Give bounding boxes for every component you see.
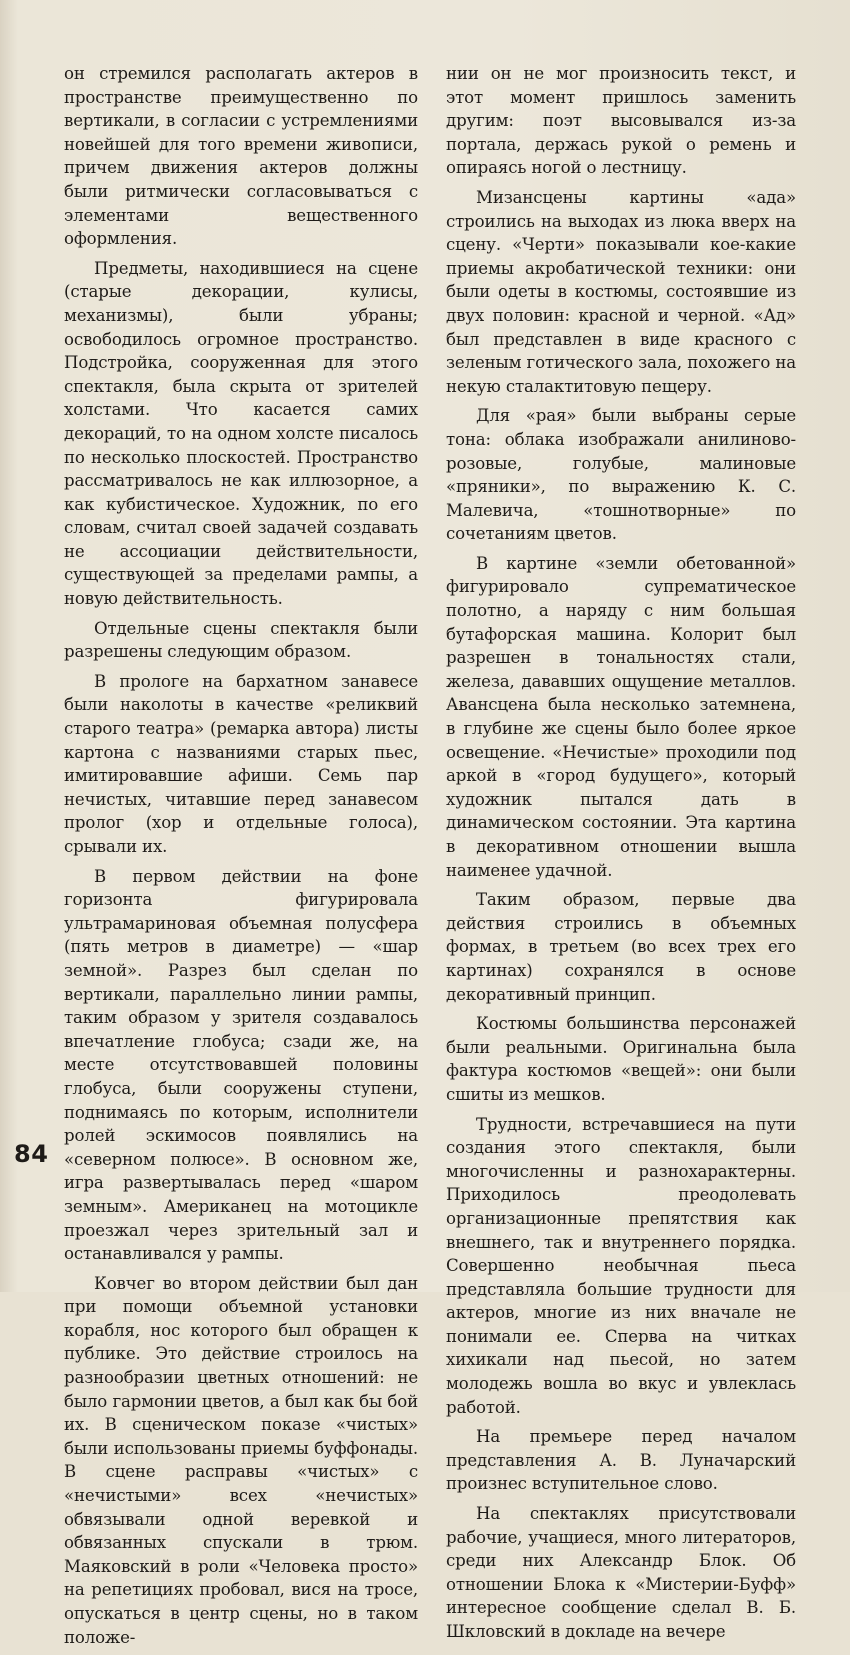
paragraph: В первом действии на фоне горизонта фигурировала ультрамариновая объемная полусфера (пять метров в диаметре) — «шар земной». Разрез был сделан по вертикали, параллельно линии рампы, таким образом у зрителя создавалось впечатление глобуса; сзади же, на месте отсутствовавшей половины глобуса, были сооружены ступени, поднимаясь по которым, исполнители ролей эскимосов появлялись на «северном полюсе». В основном же, игра развертывалась перед «шаром земным». Американец на мотоцикле проезжал через зрительный зал и останавливался у рампы. bbox=[64, 866, 418, 1264]
paragraph: Отдельные сцены спектакля были разрешены следующим образом. bbox=[64, 618, 418, 662]
paragraph: Костюмы большинства персонажей были реальными. Оригинальна была фактура костюмов «вещей»: они были сшиты из мешков. bbox=[446, 1014, 796, 1104]
paragraph: В прологе на бархатном занавесе были наколоты в качестве «реликвий старого театра» (ремарка автора) листы картона с названиями старых пьес, имитировавшие афиши. Семь пар нечистых, читавшие перед занавесом пролог (хор и отдельные голоса), срывали их. bbox=[64, 671, 418, 856]
paragraph: Предметы, находившиеся на сцене (старые декорации, кулисы, механизмы), были убраны; освободилось огромное пространство. Подстройка, сооруженная для этого спектакля, была скрыта от зрителей холстами. Что касается самих декораций, то на одном холсте писалось по несколько плоскостей. Пространство рассматривалось не как иллюзорное, а как кубистическое. Художник, по его словам, считал своей задачей создавать не ассоциации действительности, существующей за пределами рампы, а новую действительность. bbox=[64, 258, 418, 609]
paragraph: он стремился располагать актеров в пространстве преимущественно по вертикали, в согласии с устремлениями новейшей для того времени живописи, причем движения актеров должны были ритмически согласовываться с элементами вещественного оформления. bbox=[64, 64, 418, 249]
page-number: 84 bbox=[14, 1140, 49, 1168]
left-column bbox=[64, 62, 418, 1655]
right-column bbox=[446, 62, 796, 1650]
paragraph: В картине «земли обетованной» фигурировало супрематическое полотно, а наряду с ним большая бутафорская машина. Колорит был разрешен в тональностях стали, железа, дававших ощущение металлов. Авансцена была несколько затемнена, в глубине же сцены было более яркое освещение. «Нечистые» проходили под аркой в «город будущего», который художник пытался дать в динамическом состоянии. Эта картина в декоративном отношении вышла наименее удачной. bbox=[446, 553, 796, 880]
paragraph: Мизансцены картины «ада» строились на выходах из люка вверх на сцену. «Черти» показывали кое-какие приемы акробатической техники: они были одеты в костюмы, состоявшие из двух половин: красной и черной. «Ад» был представлен в виде красного с зеленым готического зала, похожего на некую сталактитовую пещеру. bbox=[446, 187, 796, 396]
paragraph: Для «рая» были выбраны серые тона: облака изображали анилиново-розовые, голубые, малиновые «пряники», по выражению К. С. Малевича, «тошнотворные» по сочетаниям цветов. bbox=[446, 406, 796, 544]
paragraph: Трудности, встречавшиеся на пути создания этого спектакля, были многочисленны и разнохарактерны. Приходилось преодолевать организационные препятствия как внешнего, так и внутреннего порядка. Совершенно необычная пьеса представляла большие трудности для актеров, многие из них вначале не понимали ее. Сперва на читках хихикали над пьесой, но затем молодежь вошла во вкус и увлеклась работой. bbox=[446, 1114, 796, 1417]
paragraph: Таким образом, первые два действия строились в объемных формах, в третьем (во всех трех его картинах) сохранялся в основе декоративный принцип. bbox=[446, 890, 796, 1004]
paragraph: нии он не мог произносить текст, и этот момент пришлось заменить другим: поэт высовывался из-за портала, держась рукой о ремень и опираясь ногой о лестницу. bbox=[446, 64, 796, 178]
paragraph: На премьере перед началом представления А. В. Луначарский произнес вступительное слово. bbox=[446, 1427, 796, 1494]
paragraph: На спектаклях присутствовали рабочие, учащиеся, много литераторов, среди них Александр Блок. Об отношении Блока к «Мистерии-Буфф» интересное сообщение сделал В. Б. Шкловский в докладе на вечере bbox=[446, 1504, 796, 1641]
paragraph: Ковчег во втором действии был дан при помощи объемной установки корабля, нос которого был обращен к публике. Это действие строилось на разнообразии цветных отношений: не было гармонии цветов, а был как бы бой их. В сценическом показе «чистых» были использованы приемы буффонады. В сцене расправы «чистых» с «нечистыми» всех «нечистых» обвязывали одной веревкой и обвязанных спускали в трюм. Маяковский в роли «Человека просто» на репетициях пробовал, вися на тросе, опускаться в центр сцены, но в таком положе- bbox=[64, 1273, 418, 1647]
